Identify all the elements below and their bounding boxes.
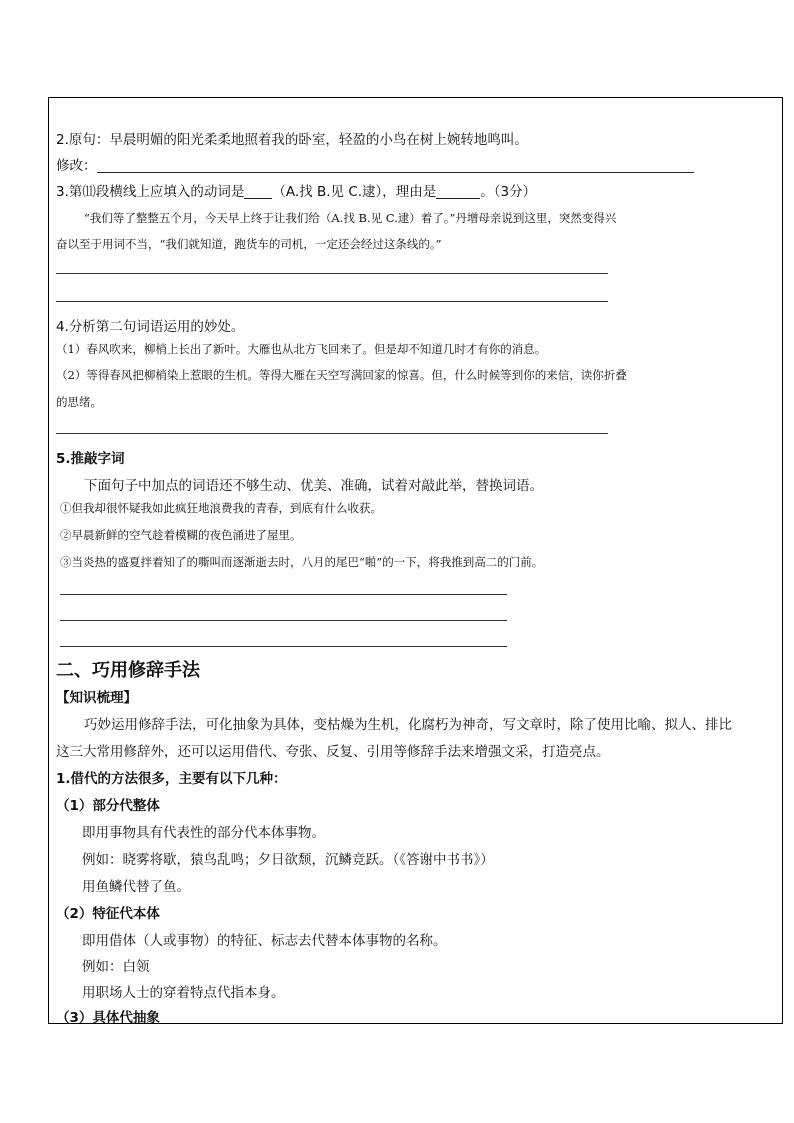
q3-answer-line-1[interactable] [56,273,608,274]
q4-sentence-1: （1）春风吹来，柳梢上长出了新叶。大雁也从北方飞回来了。但是却不知道几时才有你的消息。 [56,342,547,356]
sub2-title: （2）特征代本体 [56,906,160,922]
q2-original-sentence: 2.原句：早晨明媚的阳光柔柔地照着我的卧室，轻盈的小鸟在树上婉转地鸣叫。 [56,132,528,148]
q3-prompt-part-b: （A.找 B.见 C.逮），理由是 [272,184,437,200]
q3-reason-blank[interactable] [436,184,480,199]
sub1-example: 例如：晓雾将歇，猿鸟乱鸣；夕日欲颓，沉鳞竞跃。（《答谢中书书》） [82,852,494,868]
q3-prompt-part-c: 。（3分） [480,184,537,200]
q5-answer-line-2[interactable] [60,620,507,621]
sub2-example: 例如：白领 [82,959,150,975]
q3-quote-line-1: “我们等了整整五个月，今天早上终于让我们给（A.找 B.见 C.逮）着了。”丹增母亲说到这里，突然变得兴 [84,211,617,225]
q2-edit-label: 修改： [56,158,97,174]
q2-edit-blank[interactable] [97,158,694,173]
q3-answer-line-2[interactable] [56,301,608,302]
sub1-title: （1）部分代整体 [56,798,160,814]
q4-sentence-2b: 的思绪。 [56,395,102,409]
q5-intro: 下面句子中加点的词语还不够生动、优美、准确，试着对敲此举，替换词语。 [84,478,543,494]
q5-item-1: ①但我却很怀疑我如此疯狂地浪费我的青春，到底有什么收获。 [60,501,382,515]
q3-prompt [56,180,536,200]
sub1-note: 用鱼鳞代替了鱼。 [82,879,190,895]
q4-answer-line[interactable] [56,433,608,434]
section2-heading: 二、巧用修辞手法 [56,660,200,681]
sub2-definition: 即用借体（人或事物）的特征、标志去代替本体事物的名称。 [82,933,447,949]
q3-verb-blank[interactable] [244,184,272,199]
q5-item-2: ②早晨新鲜的空气趁着模糊的夜色涌进了屋里。 [60,528,302,542]
intro-paragraph-line-2: 这三大常用修辞外，还可以运用借代、夸张、反复、引用等修辞手法来增强文采，打造亮点。 [56,744,610,760]
q5-answer-line-3[interactable] [60,646,507,647]
q5-answer-line-1[interactable] [60,594,507,595]
sub2-note: 用职场人士的穿着特点代指本身。 [82,985,285,1001]
metonymy-list-title: 1.借代的方法很多，主要有以下几种： [56,771,287,787]
knowledge-heading: 【知识梳理】 [56,690,137,706]
q5-title: 5.推敲字词 [56,451,125,467]
q2-edit-line [56,154,694,174]
sub3-title: （3）具体代抽象 [56,1010,160,1026]
sub1-definition: 即用事物具有代表性的部分代本体事物。 [82,825,325,841]
q4-sentence-2a: （2）等得春风把柳梢染上惹眼的生机。等得大雁在天空写满回家的惊喜。但，什么时候等到你的来信，读你折叠 [56,368,627,382]
q3-prompt-part-a: 3.第⑾段横线上应填入的动词是 [56,184,245,200]
intro-paragraph-line-1: 巧妙运用修辞手法，可化抽象为具体，变枯燥为生机，化腐朽为神奇，写文章时，除了使用比喻、拟人、排比 [84,717,732,733]
q5-item-3: ③当炎热的盛夏拌着知了的嘶叫而逐渐逝去时，八月的尾巴“啪”的一下，将我推到高二的门前。 [60,555,544,569]
q3-quote-line-2: 奋以至于用词不当，“我们就知道，跑货车的司机，一定还会经过这条线的。” [56,237,442,251]
q4-title: 4.分析第二句词语运用的妙处。 [56,319,245,335]
